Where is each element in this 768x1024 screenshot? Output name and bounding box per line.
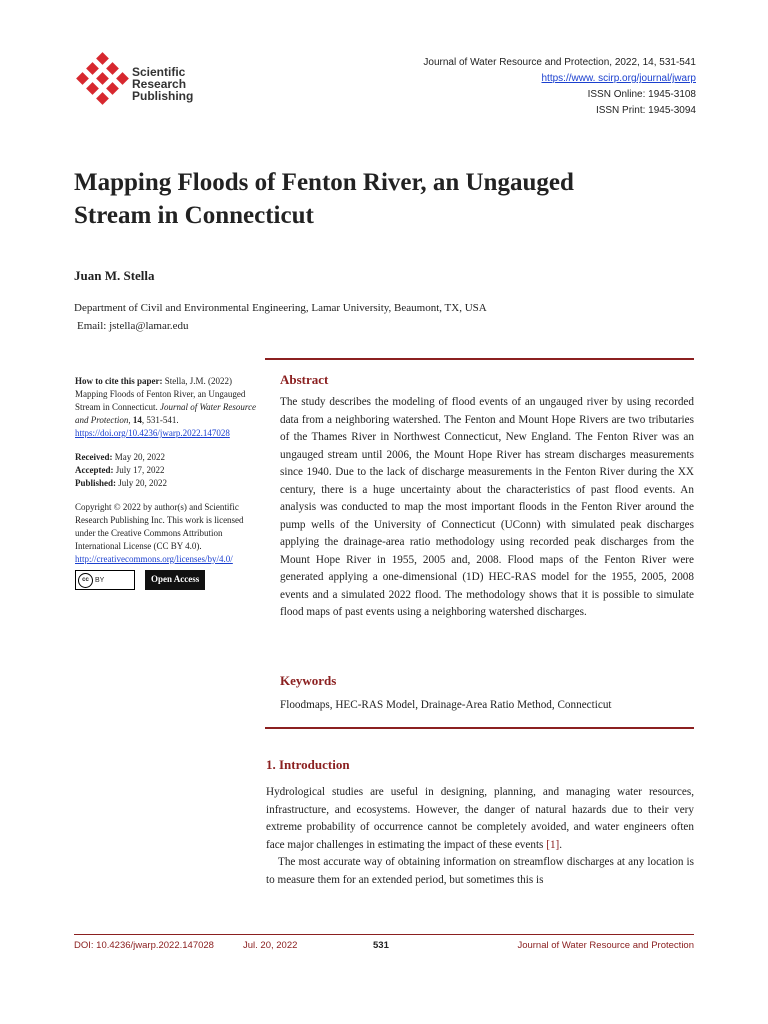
keywords-heading: Keywords	[280, 673, 337, 688]
reference-link-1[interactable]: [1]	[546, 838, 560, 851]
abstract-text: The study describes the modeling of flood events of an ungauged river by using recorded data from a neighboring watershed. The Fenton and Mount Hope Rivers are two tributaries of the Thames River in Northwest Connecticut, New England. The Fenton River was an ungauged stream until 2006, the Mount Hope River has stream discharges measurements since 1940. Due to the lack of discharge measurements in the Fenton River during the XX century, there is a huge uncertainty about the characteristics of past flood events. An analysis was conducted to map the most important floods in the Fenton River around the pump wells of the University of Connecticut (UConn) with simulated peak discharges applying the drainage-area ratio methodology using recorded peak discharges from the Mount Hope River in 1955, 2005 and, 2008. Flood maps of the Fenton River were generated applying a one-dimensional (1D) HEC-RAS model for the 1955, 2005, 2008 events and a simulated 2022 flood. The methodology shows that it is possible to simulate flood maps of past events using a neighboring watershed discharges.	[280, 396, 694, 618]
publisher-name-line1: Scientific	[132, 65, 186, 79]
citation-volume: 14	[132, 415, 142, 425]
paper-title	[74, 166, 714, 232]
abstract-section	[280, 372, 694, 622]
publisher-logo-icon	[76, 52, 132, 108]
copyright-block	[75, 501, 265, 566]
open-access-badge: Open Access	[145, 570, 205, 590]
introduction-section	[266, 757, 694, 889]
footer-date: Jul. 20, 2022	[243, 940, 298, 951]
cc-by-label: BY	[95, 576, 105, 584]
issn-print: ISSN Print: 1945-3094	[595, 105, 696, 116]
journal-citation: Journal of Water Resource and Protection, 2022, 14, 531-541	[423, 57, 696, 68]
cc-icon: cc	[78, 573, 93, 588]
abstract-heading: Abstract	[280, 372, 329, 387]
publisher-name-line3: Publishing	[132, 89, 194, 103]
cc-by-badge[interactable]	[75, 570, 135, 590]
footer-doi: DOI: 10.4236/jwarp.2022.147028	[74, 940, 214, 951]
citation-label: How to cite this paper:	[75, 376, 163, 386]
paper-title-line2: Stream in Connecticut	[74, 202, 314, 229]
publisher-name-line2: Research	[132, 77, 187, 91]
introduction-paragraph-1	[266, 784, 694, 854]
received-label: Received:	[75, 452, 113, 462]
introduction-paragraph-1-text: Hydrological studies are useful in designing, planning, and managing water resources, infrastructure, and ecosystems. However, the danger of natural hazards due to their very extreme probability of occurrence cannot be completely avoided, and water engineers often face major challenges in estimating the impact of these events	[266, 786, 694, 851]
journal-url-link[interactable]: https://www. scirp.org/journal/jwarp	[541, 73, 696, 84]
issn-online: ISSN Online: 1945-3108	[587, 89, 696, 100]
sidebar	[75, 375, 265, 590]
footer-divider	[74, 934, 694, 935]
citation-text: Stella, J.M. (2022) Mapping Floods of Fenton River, an Ungauged Stream in Connecticut.	[75, 376, 246, 412]
citation-pages: , 531-541.	[141, 415, 179, 425]
footer-journal: Journal of Water Resource and Protection	[517, 940, 694, 951]
paper-title-line1: Mapping Floods of Fenton River, an Ungauged	[74, 169, 574, 196]
section-divider-top	[265, 358, 694, 360]
footer-page-number: 531	[373, 940, 389, 951]
keywords-text: Floodmaps, HEC-RAS Model, Drainage-Area Ratio Method, Connecticut	[280, 699, 612, 711]
accepted-date: July 17, 2022	[115, 465, 165, 475]
publisher-name	[132, 66, 193, 102]
citation-journal: Journal of Water Resource and Protection	[75, 402, 257, 425]
citation-block: How to cite this paper: Stella, J.M. (2022) Mapping Floods of Fenton River, an Ungauged Stream in Connecticut. Journal of Water Resource and Protection, 14, 531-541. https://doi.org/10.4236/jwarp.2022.147028	[75, 376, 257, 438]
publisher-logo	[76, 52, 206, 112]
license-link[interactable]: http://creativecommons.org/licenses/by/4.0/	[75, 554, 233, 564]
keywords-section	[280, 673, 694, 715]
author-name: Juan M. Stella	[74, 268, 155, 283]
doi-link[interactable]: https://doi.org/10.4236/jwarp.2022.147028	[75, 428, 230, 438]
copyright-text: Copyright © 2022 by author(s) and Scientific Research Publishing Inc. This work is licensed under the Creative Commons Attribution International License (CC BY 4.0).	[75, 502, 244, 551]
accepted-label: Accepted:	[75, 465, 114, 475]
journal-header	[423, 55, 696, 119]
section-divider-bottom	[265, 727, 694, 729]
author-email: Email: jstella@lamar.edu	[77, 320, 189, 332]
dates-block	[75, 451, 265, 490]
introduction-paragraph-2: The most accurate way of obtaining information on streamflow discharges at any location is to measure them for an extended period, but sometimes this is	[266, 856, 694, 886]
received-date: May 20, 2022	[114, 452, 165, 462]
introduction-paragraph-1-end: .	[559, 838, 563, 851]
published-date: July 20, 2022	[118, 478, 168, 488]
license-badges	[75, 570, 265, 590]
published-label: Published:	[75, 478, 117, 488]
introduction-heading: 1. Introduction	[266, 757, 350, 772]
author-affiliation: Department of Civil and Environmental Engineering, Lamar University, Beaumont, TX, USA	[74, 302, 487, 314]
